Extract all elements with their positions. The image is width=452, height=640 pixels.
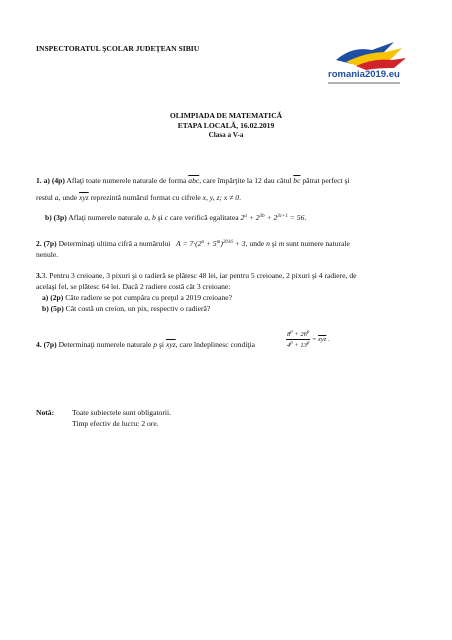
var-m: m — [278, 239, 285, 248]
expression-A: $A = 7\cdot(2^n + 5^m)^{2016} + 3$ — [172, 239, 246, 248]
problem-1a-text2: , care împărţite la 12 dau câtul — [199, 176, 292, 185]
rest-a: a — [54, 193, 59, 202]
problem-3b-text: Cât costă un creion, un pix, respectiv o radieră? — [65, 304, 211, 313]
digits-condition: x, y, z; x ≠ 0 — [202, 193, 240, 202]
problem-2-label: 2. (7p) — [36, 239, 57, 248]
fraction — [286, 329, 310, 350]
problem-4-label: 4. (7p) — [36, 340, 57, 349]
period: . — [304, 213, 307, 222]
unde-word: , unde — [245, 239, 265, 248]
problem-2-line1 — [36, 238, 350, 249]
and-word: şi — [158, 340, 165, 349]
problem-1a-text3: pătrat perfect şi — [302, 176, 350, 185]
problem-1b-label: b) (3p) — [45, 213, 67, 222]
var-n: n — [266, 239, 270, 248]
and-word: şi — [157, 213, 163, 222]
number-xyz: $\overline{xyz}$ — [79, 193, 89, 202]
problem-3a-line — [42, 293, 232, 303]
and-word: şi — [271, 239, 277, 248]
problem-4-text: Determinaţi numerele naturale — [58, 340, 152, 349]
problem-3-text: 3. Pentru 3 creioane, 3 pixuri şi o radieră se plătesc 48 lei, iar pentru 5 creioane, 2 pixuri şi 4 radiere, de — [41, 271, 357, 280]
number-abc: $\overline{abc}$ — [188, 176, 200, 185]
problem-4-text2: , care îndeplinesc condiţia — [175, 340, 255, 349]
inspectorate-title: INSPECTORATUL ŞCOLAR JUDEŢEAN SIBIU — [36, 44, 200, 53]
problem-3-line1: 3.3. Pentru 3 creioane, 3 pixuri şi o radieră se plătesc 48 lei, iar pentru 5 creioane, 2 pixuri şi 4 radiere, de — [36, 271, 357, 280]
equation-1b: $2^a + 2^{3b} + 2^{3c+1} = 56$ — [240, 213, 305, 222]
problem-1b-line — [45, 212, 306, 223]
note-line2: Timp efectiv de lucru: 2 ore. — [72, 419, 159, 428]
problem-3a-label: a) (2p) — [42, 293, 64, 302]
logo-subtitle-line — [328, 82, 400, 84]
problem-2-text3: sunt numere naturale — [286, 239, 350, 248]
problem-1b-text: Aflaţi numerele naturale — [68, 213, 143, 222]
problem-3b-label: b) (5p) — [42, 304, 64, 313]
var-a: a — [144, 213, 149, 222]
equals-xyz: = $\overline{xyz}$ — [312, 336, 327, 343]
number-xyz: $\overline{xyz}$ — [165, 340, 176, 349]
problem-1a-line1 — [36, 176, 350, 186]
note-line1: Toate subiectele sunt obligatorii. — [72, 408, 172, 417]
problem-1a-line2 — [36, 193, 241, 203]
var-b: b — [151, 213, 156, 222]
problem-1a-label: 1. a) (4p) — [36, 176, 65, 185]
problem-1b-text2: care verifică egalitatea — [169, 213, 239, 222]
problem-2-text: Determinaţi ultima cifră a numărului — [58, 239, 171, 248]
rest-word: restul — [36, 193, 53, 202]
period: . — [239, 193, 241, 202]
logo-text: romania2019.eu — [328, 69, 400, 80]
digits-description: reprezintă numărul format cu cifrele — [90, 193, 201, 202]
fraction-numerator: $8^p + 26^p$ — [287, 330, 310, 338]
romania2019-logo — [322, 36, 408, 88]
olympiad-title: OLIMPIADA DE MATEMATICĂ — [169, 111, 283, 120]
class-level: Clasa a V-a — [208, 131, 244, 139]
unde-word: , unde — [58, 193, 78, 202]
condition-fraction — [286, 329, 330, 350]
problem-1a-text: Aflaţi toate numerele naturale de forma — [66, 176, 187, 185]
logo-graphic — [322, 36, 408, 88]
note-label: Notă: — [36, 408, 55, 417]
problem-4-line — [36, 340, 255, 350]
problem-3b-line — [42, 304, 210, 314]
problem-3a-text: Câte radiere se pot cumpăra cu preţul a 2019 creioane? — [65, 293, 232, 302]
comma: , — [148, 213, 151, 222]
var-p: p — [153, 340, 158, 349]
quotient-bc: $\overline{bc}$ — [293, 176, 301, 185]
problem-2-line2: nenule. — [36, 250, 59, 259]
period: . — [327, 336, 330, 343]
problem-3-line2: acelaşi fel, se plătesc 64 lei. Dacă 2 radiere costă cât 3 creioane: — [36, 282, 231, 291]
fraction-denominator: $4^p + 13^p$ — [287, 341, 310, 349]
var-c: c — [164, 213, 169, 222]
stage-date: ETAPA LOCALĂ, 16.02.2019 — [177, 121, 275, 130]
